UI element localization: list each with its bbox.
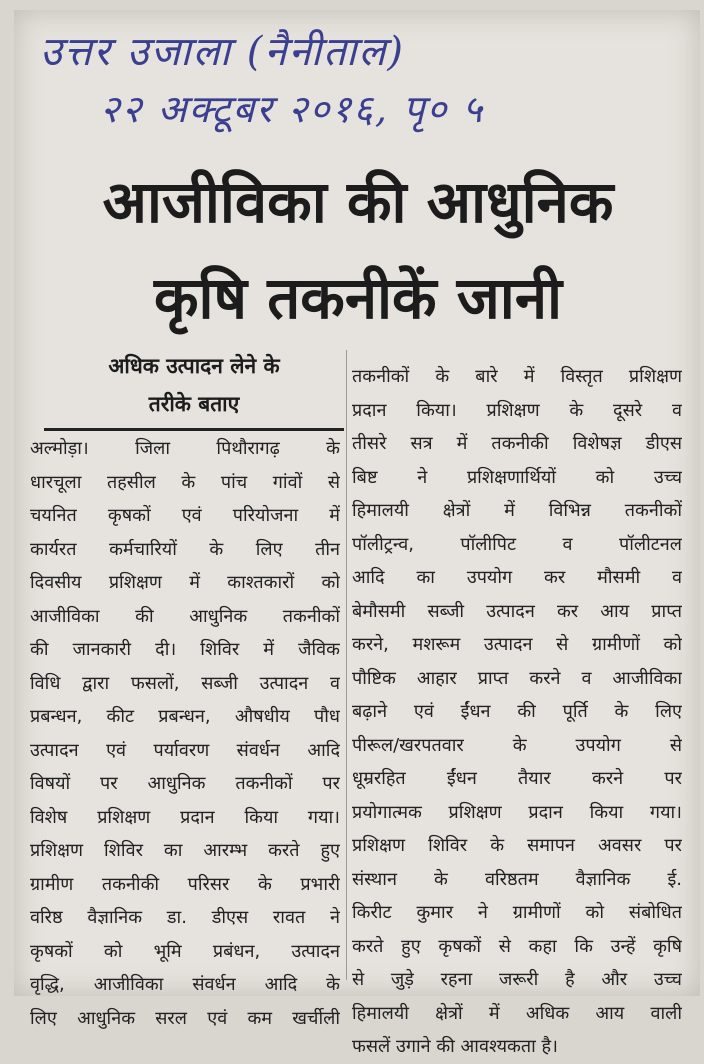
article-line: पीरूल/खरपतवार के उपयोग से bbox=[352, 734, 682, 756]
handwritten-source-note: उत्तर उजाला (नैनीताल) bbox=[40, 29, 406, 75]
article-line: तकनीकों के बारे में विस्तृत प्रशिक्षण bbox=[352, 366, 682, 387]
headline-line-2: कृषि तकनीकें जानी bbox=[153, 264, 563, 332]
handwritten-date-note: २२ अक्टूबर २०१६, पृ० ५ bbox=[100, 87, 485, 131]
subheadline-line-2: तरीके बताए bbox=[148, 392, 240, 416]
article-line: कार्यरत कर्मचारियों के लिए तीन bbox=[30, 538, 340, 560]
article-line: फसलें उगाने की आवश्यकता है। bbox=[352, 1036, 558, 1057]
article-line: वृद्धि, आजीविका संवर्धन आदि के bbox=[30, 974, 340, 995]
article-line: कृषकों को भूमि प्रबंधन, उत्पादन bbox=[30, 940, 340, 962]
article-line: धूम्ररहित ईंधन तैयार करने पर bbox=[352, 768, 682, 789]
article-line: करने, मशरूम उत्पादन से ग्रामीणों को bbox=[352, 634, 682, 655]
article-line: वरिष्ठ वैज्ञानिक डा. डीएस रावत ने bbox=[30, 907, 340, 928]
article-line: प्रयोगात्मक प्रशिक्षण प्रदान किया गया। bbox=[352, 801, 682, 823]
article-line: तीसरे सत्र में तकनीकी विशेषज्ञ डीएस bbox=[352, 433, 682, 454]
article-line: लिए आधुनिक सरल एवं कम खर्चीली bbox=[30, 1007, 340, 1029]
article-line: विशेष प्रशिक्षण प्रदान किया गया। bbox=[30, 806, 340, 828]
article-column-left bbox=[30, 432, 340, 1035]
article-line: अल्मोड़ा। जिला पिथौरागढ़ के bbox=[30, 438, 340, 459]
article-line: पौष्टिक आहार प्राप्त करने व आजीविका bbox=[352, 667, 682, 689]
article-line: प्रबन्धन, कीट प्रबन्धन, औषधीय पौध bbox=[30, 706, 340, 727]
article-line: बिष्ट ने प्रशिक्षणार्थियों को उच्च bbox=[352, 466, 682, 488]
article-line: हिमालयी क्षेत्रों में विभिन्न तकनीकों bbox=[352, 500, 682, 521]
article-line: आदि का उपयोग कर मौसमी व bbox=[352, 567, 682, 588]
article-line: पॉलीट्रन्व, पॉलीपिट व पॉलीटनल bbox=[352, 533, 682, 555]
article-line: ग्रामीण तकनीकी परिसर के प्रभारी bbox=[30, 873, 340, 895]
article-line: करते हुए कृषकों से कहा कि उन्हें कृषि bbox=[352, 935, 682, 957]
article-line: प्रशिक्षण शिविर का आरम्भ करते हुए bbox=[30, 840, 340, 861]
article-line: आजीविका की आधुनिक तकनीकों bbox=[30, 605, 340, 627]
article-line: किरीट कुमार ने ग्रामीणों को संबोधित bbox=[352, 902, 682, 923]
article-column-right bbox=[352, 360, 682, 1064]
article-line: विधि द्वारा फसलों, सब्जी उत्पादन व bbox=[30, 672, 340, 694]
article-line: की जानकारी दी। शिविर में जैविक bbox=[30, 639, 340, 660]
article-line: बढ़ाने एवं ईंधन की पूर्ति के लिए bbox=[352, 701, 682, 722]
subheadline-line-1: अधिक उत्पादन लेने के bbox=[108, 354, 280, 378]
article-line: विषयों पर आधुनिक तकनीकों पर bbox=[30, 773, 340, 794]
article-line: चयनित कृषकों एवं परियोजना में bbox=[30, 505, 340, 526]
article-line: प्रदान किया। प्रशिक्षण के दूसरे व bbox=[352, 399, 682, 421]
subheadline-rule bbox=[44, 428, 344, 431]
article-line: बेमौसमी सब्जी उत्पादन कर आय प्राप्त bbox=[352, 600, 682, 622]
article-line: से जुड़े रहना जरूरी है और उच्च bbox=[352, 969, 682, 990]
article-line: धारचूला तहसील के पांच गांवों से bbox=[30, 471, 340, 493]
article-line: उत्पादन एवं पर्यावरण संवर्धन आदि bbox=[30, 739, 340, 761]
article-line: संस्थान के वरिष्ठतम वैज्ञानिक ई. bbox=[352, 868, 682, 890]
column-divider bbox=[346, 350, 347, 980]
article-line: हिमालयी क्षेत्रों में अधिक आय वाली bbox=[352, 1002, 682, 1024]
article-line: दिवसीय प्रशिक्षण में काश्तकारों को bbox=[30, 572, 340, 593]
headline-line-1: आजीविका की आधुनिक bbox=[102, 168, 614, 236]
article-line: प्रशिक्षण शिविर के समापन अवसर पर bbox=[352, 835, 682, 856]
